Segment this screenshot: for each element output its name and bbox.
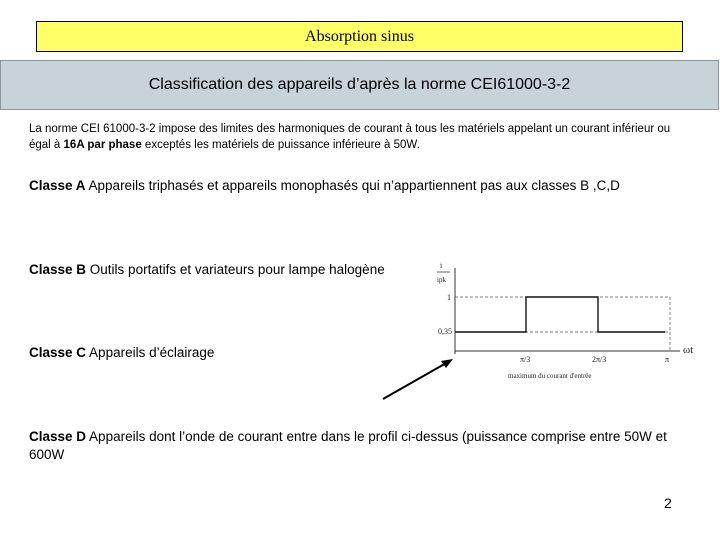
class-d-item (29, 428, 689, 464)
intro-bold-current: 16A par phase (63, 139, 142, 151)
y-tick-high: 1 (447, 293, 451, 302)
page-title (36, 21, 683, 52)
class-c-label: Classe C (29, 345, 87, 360)
pointer-arrow-head (441, 359, 453, 368)
class-c-item (29, 344, 429, 362)
class-b-label: Classe B (29, 262, 87, 277)
class-c-description: Appareils d’éclairage (86, 345, 215, 360)
section-subtitle (0, 60, 719, 110)
current-profile-figure (380, 258, 700, 403)
class-d-description: Appareils dont l’onde de courant entre dans le profil ci-dessus (puissance comprise entre 50W et 600W (29, 429, 667, 462)
class-a-description: Appareils triphasés et appareils monophasés qui n’appartiennent pas aux classes B ,C,D (85, 178, 620, 193)
x-tick-pi: π (665, 355, 670, 364)
class-a-item (29, 177, 689, 195)
intro-text-before: La norme CEI 61000-3-2 impose des limites des harmoniques de courant à tous les matériels appelant un courant inférieur ou égal à (29, 123, 671, 151)
figure-annotation: maximum du courant d'entrée (508, 372, 592, 380)
y-tick-low: 0,35 (438, 327, 452, 336)
page-title-text: Absorption sinus (305, 27, 414, 45)
intro-paragraph (29, 121, 694, 153)
section-subtitle-text: Classification des appareils d’après la norme CEI61000-3-2 (148, 76, 571, 93)
y-axis-label-den: ipk (437, 276, 446, 284)
class-a-label: Classe A (29, 178, 86, 193)
class-b-description: Outils portatifs et variateurs pour lampe halogène (86, 262, 385, 277)
x-tick-pi-third: π/3 (520, 355, 531, 364)
x-tick-two-pi-third: 2π/3 (592, 355, 607, 364)
page-number: 2 (664, 495, 672, 511)
pointer-arrow-line (383, 362, 448, 399)
intro-text-after: exceptés les matériels de puissance inférieure à 50W. (141, 139, 420, 151)
y-axis-label-num: i (440, 261, 443, 270)
class-d-label: Classe D (29, 429, 87, 444)
x-axis-label: ωt (683, 344, 694, 356)
current-waveform (455, 297, 665, 332)
class-b-item (29, 261, 429, 279)
